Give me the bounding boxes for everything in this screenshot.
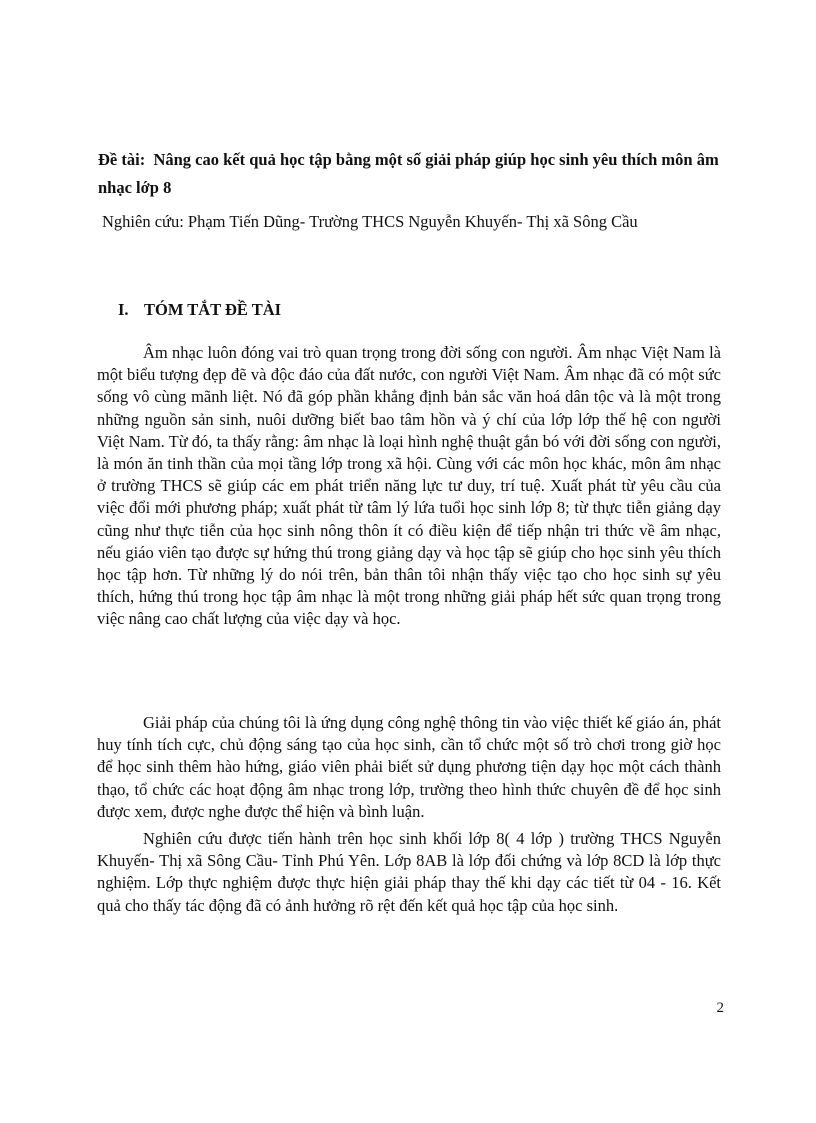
section-title: TÓM TẮT ĐỀ TÀI bbox=[144, 300, 282, 319]
paragraph-3: Nghiên cứu được tiến hành trên học sinh khối lớp 8( 4 lớp ) trường THCS Nguyễn Khuyến- Thị xã Sông Cầu- Tỉnh Phú Yên. Lớp 8AB là lớp đối chứng và lớp 8CD là lớp thực nghiệm. Lớp thực nghiệm được thực hiện giải pháp thay thế khi dạy các tiết từ 04 - 16. Kết quả cho thấy tác động đã có ảnh hưởng rõ rệt đến kết quả học tập của học sinh. bbox=[97, 829, 721, 915]
section-heading bbox=[118, 296, 281, 324]
author-line: Nghiên cứu: Phạm Tiến Dũng- Trường THCS Nguyễn Khuyến- Thị xã Sông Cầu bbox=[102, 212, 638, 231]
section-number: I. bbox=[118, 300, 129, 319]
paragraph-2: Giải pháp của chúng tôi là ứng dụng công nghệ thông tin vào việc thiết kế giáo án, phát huy tính tích cực, chủ động sáng tạo của học sinh, cần tổ chức một số trò chơi trong giờ học để học sinh thêm hào hứng, giáo viên phải biết sử dụng phương tiện dạy học một cách thành thạo, tổ chức các hoạt động âm nhạc trong lớp, trường theo hình thức chuyên đề để học sinh được xem, được nghe được thể hiện và bình luận. bbox=[97, 713, 721, 821]
paragraph-1: Âm nhạc luôn đóng vai trò quan trọng trong đời sống con người. Âm nhạc Việt Nam là một biểu tượng đẹp đẽ và độc đáo của đất nước, con người Việt Nam. Âm nhạc đã có một sức sống vô cùng mãnh liệt. Nó đã góp phần khẳng định bản sắc văn hoá dân tộc và là một trong những nguồn sản sinh, nuôi dưỡng biết bao tâm hồn và ý chí của lớp lớp thế hệ con người Việt Nam. Từ đó, ta thấy rằng: âm nhạc là loại hình nghệ thuật gắn bó với đời sống con người, là món ăn tinh thần của mọi tầng lớp trong xã hội. Cùng với các môn học khác, môn âm nhạc ở trường THCS sẽ giúp các em phát triển năng lực tư duy, trí tuệ. Xuất phát từ yêu cầu của việc đổi mới phương pháp; xuất phát từ tâm lý lứa tuổi học sinh lớp 8; từ thực tiễn giảng dạy cũng như thực tiễn của học sinh nông thôn ít có điều kiện để tiếp nhận tri thức về âm nhạc, nếu giáo viên tạo được sự hứng thú trong giảng dạy và học tập sẽ giúp cho học sinh yêu thích học tập hơn. Từ những lý do nói trên, bản thân tôi nhận thấy việc tạo cho học sinh sự yêu thích, hứng thú trong học tập âm nhạc là một trong những giải pháp hết sức quan trọng trong việc nâng cao chất lượng của việc dạy và học. bbox=[97, 343, 721, 629]
topic-title: Nâng cao kết quả học tập bằng một số giải pháp giúp học sinh yêu thích môn âm nhạc lớp 8 bbox=[98, 150, 719, 197]
topic-label: Đề tài: bbox=[98, 150, 146, 169]
page-number: 2 bbox=[716, 1000, 724, 1016]
topic-heading bbox=[98, 146, 738, 202]
